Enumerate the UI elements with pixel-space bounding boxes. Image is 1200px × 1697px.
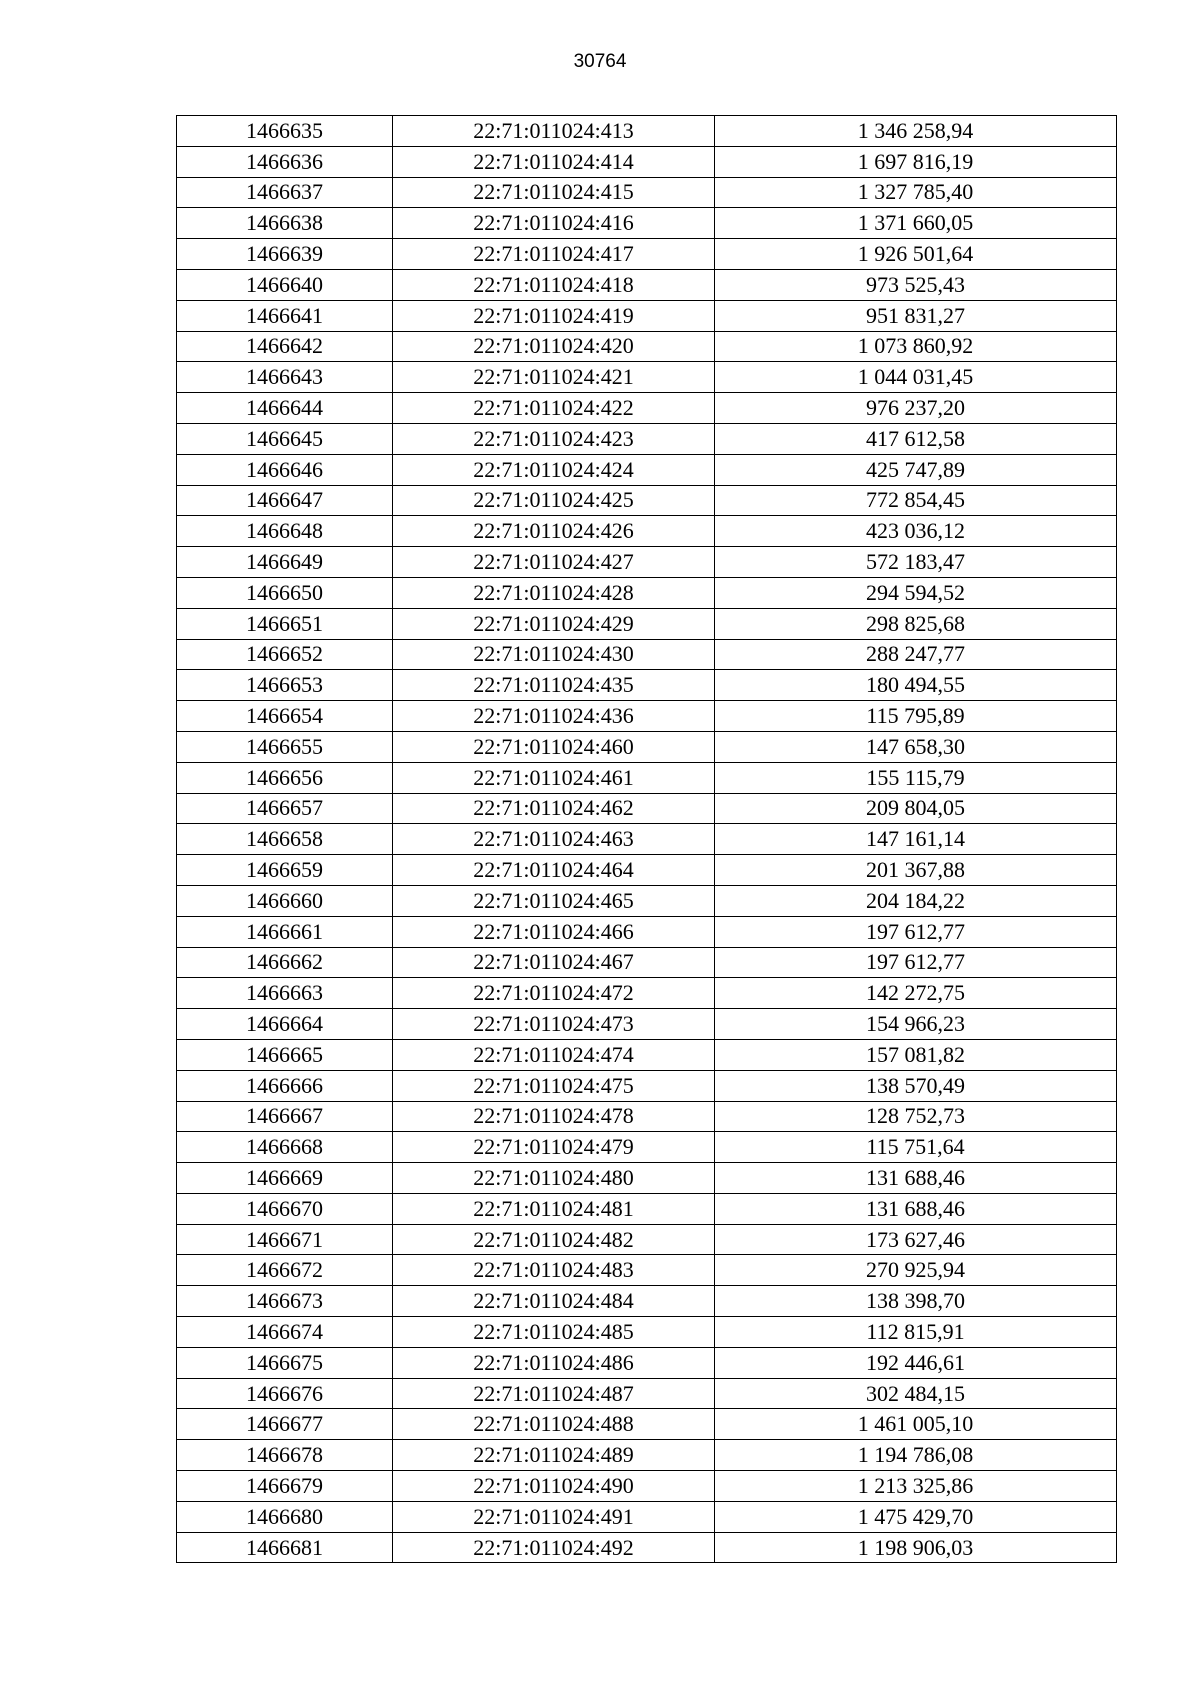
row-number-cell: 1466641 xyxy=(177,300,393,331)
row-number-cell: 1466648 xyxy=(177,516,393,547)
cadastral-value-cell: 147 658,30 xyxy=(715,731,1117,762)
row-number-cell: 1466674 xyxy=(177,1317,393,1348)
table-row xyxy=(177,1101,1117,1132)
cadastral-number-cell: 22:71:011024:489 xyxy=(393,1440,715,1471)
cadastral-number-cell: 22:71:011024:486 xyxy=(393,1347,715,1378)
row-number-cell: 1466671 xyxy=(177,1224,393,1255)
cadastral-number-cell: 22:71:011024:435 xyxy=(393,670,715,701)
table-row xyxy=(177,731,1117,762)
cadastral-number-cell: 22:71:011024:487 xyxy=(393,1378,715,1409)
row-number-cell: 1466649 xyxy=(177,547,393,578)
cadastral-value-cell: 425 747,89 xyxy=(715,454,1117,485)
row-number-cell: 1466654 xyxy=(177,701,393,732)
table-row xyxy=(177,1255,1117,1286)
cadastral-number-cell: 22:71:011024:484 xyxy=(393,1286,715,1317)
table-row xyxy=(177,362,1117,393)
cadastral-number-cell: 22:71:011024:492 xyxy=(393,1532,715,1563)
cadastral-number-cell: 22:71:011024:464 xyxy=(393,855,715,886)
cadastral-value-cell: 204 184,22 xyxy=(715,885,1117,916)
cadastral-number-cell: 22:71:011024:463 xyxy=(393,824,715,855)
cadastral-number-cell: 22:71:011024:421 xyxy=(393,362,715,393)
row-number-cell: 1466677 xyxy=(177,1409,393,1440)
table-row xyxy=(177,1193,1117,1224)
row-number-cell: 1466655 xyxy=(177,731,393,762)
cadastral-value-cell: 155 115,79 xyxy=(715,762,1117,793)
cadastral-value-cell: 131 688,46 xyxy=(715,1163,1117,1194)
cadastral-number-cell: 22:71:011024:413 xyxy=(393,116,715,147)
row-number-cell: 1466666 xyxy=(177,1070,393,1101)
row-number-cell: 1466663 xyxy=(177,978,393,1009)
row-number-cell: 1466642 xyxy=(177,331,393,362)
table-row xyxy=(177,855,1117,886)
table-row xyxy=(177,947,1117,978)
table-row xyxy=(177,1163,1117,1194)
cadastral-number-cell: 22:71:011024:430 xyxy=(393,639,715,670)
cadastral-number-cell: 22:71:011024:436 xyxy=(393,701,715,732)
cadastral-number-cell: 22:71:011024:417 xyxy=(393,239,715,270)
row-number-cell: 1466668 xyxy=(177,1132,393,1163)
row-number-cell: 1466680 xyxy=(177,1501,393,1532)
row-number-cell: 1466660 xyxy=(177,885,393,916)
cadastral-number-cell: 22:71:011024:429 xyxy=(393,608,715,639)
row-number-cell: 1466670 xyxy=(177,1193,393,1224)
cadastral-number-cell: 22:71:011024:415 xyxy=(393,177,715,208)
cadastral-value-cell: 976 237,20 xyxy=(715,393,1117,424)
cadastral-value-cell: 201 367,88 xyxy=(715,855,1117,886)
cadastral-value-cell: 951 831,27 xyxy=(715,300,1117,331)
row-number-cell: 1466673 xyxy=(177,1286,393,1317)
table-row xyxy=(177,1440,1117,1471)
table-row xyxy=(177,762,1117,793)
cadastral-number-cell: 22:71:011024:462 xyxy=(393,793,715,824)
cadastral-value-cell: 423 036,12 xyxy=(715,516,1117,547)
table-row xyxy=(177,485,1117,516)
table-row xyxy=(177,423,1117,454)
table-row xyxy=(177,1224,1117,1255)
cadastral-number-cell: 22:71:011024:426 xyxy=(393,516,715,547)
cadastral-number-cell: 22:71:011024:428 xyxy=(393,577,715,608)
cadastral-value-cell: 192 446,61 xyxy=(715,1347,1117,1378)
table-row xyxy=(177,670,1117,701)
cadastral-number-cell: 22:71:011024:485 xyxy=(393,1317,715,1348)
table-row xyxy=(177,547,1117,578)
cadastral-value-cell: 138 570,49 xyxy=(715,1070,1117,1101)
cadastral-value-cell: 154 966,23 xyxy=(715,1009,1117,1040)
cadastral-number-cell: 22:71:011024:465 xyxy=(393,885,715,916)
table-row xyxy=(177,331,1117,362)
row-number-cell: 1466659 xyxy=(177,855,393,886)
table-row xyxy=(177,978,1117,1009)
cadastral-value-cell: 1 073 860,92 xyxy=(715,331,1117,362)
cadastral-number-cell: 22:71:011024:423 xyxy=(393,423,715,454)
cadastral-number-cell: 22:71:011024:416 xyxy=(393,208,715,239)
cadastral-value-cell: 973 525,43 xyxy=(715,269,1117,300)
table-row xyxy=(177,793,1117,824)
row-number-cell: 1466678 xyxy=(177,1440,393,1471)
cadastral-number-cell: 22:71:011024:425 xyxy=(393,485,715,516)
table-row xyxy=(177,701,1117,732)
row-number-cell: 1466650 xyxy=(177,577,393,608)
cadastral-value-cell: 173 627,46 xyxy=(715,1224,1117,1255)
row-number-cell: 1466647 xyxy=(177,485,393,516)
table-row xyxy=(177,1132,1117,1163)
cadastral-number-cell: 22:71:011024:479 xyxy=(393,1132,715,1163)
cadastral-value-cell: 298 825,68 xyxy=(715,608,1117,639)
row-number-cell: 1466644 xyxy=(177,393,393,424)
cadastral-number-cell: 22:71:011024:466 xyxy=(393,916,715,947)
table-row xyxy=(177,1317,1117,1348)
row-number-cell: 1466643 xyxy=(177,362,393,393)
row-number-cell: 1466636 xyxy=(177,146,393,177)
page-number: 30764 xyxy=(573,51,627,72)
row-number-cell: 1466681 xyxy=(177,1532,393,1563)
cadastral-number-cell: 22:71:011024:481 xyxy=(393,1193,715,1224)
row-number-cell: 1466676 xyxy=(177,1378,393,1409)
table-row xyxy=(177,1039,1117,1070)
cadastral-number-cell: 22:71:011024:427 xyxy=(393,547,715,578)
table-row xyxy=(177,1409,1117,1440)
row-number-cell: 1466658 xyxy=(177,824,393,855)
table-row xyxy=(177,1378,1117,1409)
cadastral-number-cell: 22:71:011024:422 xyxy=(393,393,715,424)
cadastral-value-cell: 1 371 660,05 xyxy=(715,208,1117,239)
table-row xyxy=(177,885,1117,916)
table-row xyxy=(177,1501,1117,1532)
table-body xyxy=(177,116,1117,1563)
cadastral-value-cell: 115 795,89 xyxy=(715,701,1117,732)
row-number-cell: 1466652 xyxy=(177,639,393,670)
row-number-cell: 1466675 xyxy=(177,1347,393,1378)
table-row xyxy=(177,208,1117,239)
table-row xyxy=(177,577,1117,608)
table-row xyxy=(177,1347,1117,1378)
cadastral-number-cell: 22:71:011024:480 xyxy=(393,1163,715,1194)
table-row xyxy=(177,824,1117,855)
table-row xyxy=(177,1532,1117,1563)
cadastral-number-cell: 22:71:011024:460 xyxy=(393,731,715,762)
cadastral-number-cell: 22:71:011024:419 xyxy=(393,300,715,331)
row-number-cell: 1466662 xyxy=(177,947,393,978)
table-row xyxy=(177,916,1117,947)
table-row xyxy=(177,177,1117,208)
cadastral-number-cell: 22:71:011024:472 xyxy=(393,978,715,1009)
cadastral-value-cell: 1 327 785,40 xyxy=(715,177,1117,208)
table-row xyxy=(177,1070,1117,1101)
cadastral-value-cell: 294 594,52 xyxy=(715,577,1117,608)
cadastral-number-cell: 22:71:011024:461 xyxy=(393,762,715,793)
cadastral-value-cell: 197 612,77 xyxy=(715,947,1117,978)
cadastral-number-cell: 22:71:011024:475 xyxy=(393,1070,715,1101)
cadastral-value-cell: 772 854,45 xyxy=(715,485,1117,516)
cadastral-value-cell: 157 081,82 xyxy=(715,1039,1117,1070)
row-number-cell: 1466669 xyxy=(177,1163,393,1194)
row-number-cell: 1466661 xyxy=(177,916,393,947)
cadastral-value-cell: 1 346 258,94 xyxy=(715,116,1117,147)
row-number-cell: 1466679 xyxy=(177,1471,393,1502)
row-number-cell: 1466667 xyxy=(177,1101,393,1132)
row-number-cell: 1466672 xyxy=(177,1255,393,1286)
cadastral-value-cell: 128 752,73 xyxy=(715,1101,1117,1132)
cadastral-value-cell: 270 925,94 xyxy=(715,1255,1117,1286)
cadastral-number-cell: 22:71:011024:473 xyxy=(393,1009,715,1040)
cadastral-value-cell: 197 612,77 xyxy=(715,916,1117,947)
cadastral-number-cell: 22:71:011024:490 xyxy=(393,1471,715,1502)
table-row xyxy=(177,639,1117,670)
table-row xyxy=(177,116,1117,147)
cadastral-value-cell: 1 213 325,86 xyxy=(715,1471,1117,1502)
row-number-cell: 1466653 xyxy=(177,670,393,701)
row-number-cell: 1466635 xyxy=(177,116,393,147)
cadastral-value-cell: 1 926 501,64 xyxy=(715,239,1117,270)
cadastral-value-table xyxy=(176,115,1117,1563)
cadastral-number-cell: 22:71:011024:424 xyxy=(393,454,715,485)
row-number-cell: 1466664 xyxy=(177,1009,393,1040)
cadastral-value-cell: 288 247,77 xyxy=(715,639,1117,670)
table-row xyxy=(177,516,1117,547)
cadastral-number-cell: 22:71:011024:474 xyxy=(393,1039,715,1070)
cadastral-number-cell: 22:71:011024:414 xyxy=(393,146,715,177)
table-row xyxy=(177,1286,1117,1317)
row-number-cell: 1466637 xyxy=(177,177,393,208)
cadastral-value-cell: 1 194 786,08 xyxy=(715,1440,1117,1471)
cadastral-number-cell: 22:71:011024:420 xyxy=(393,331,715,362)
cadastral-value-cell: 417 612,58 xyxy=(715,423,1117,454)
table-row xyxy=(177,608,1117,639)
cadastral-value-cell: 142 272,75 xyxy=(715,978,1117,1009)
row-number-cell: 1466645 xyxy=(177,423,393,454)
cadastral-value-cell: 112 815,91 xyxy=(715,1317,1117,1348)
row-number-cell: 1466665 xyxy=(177,1039,393,1070)
table-row xyxy=(177,1009,1117,1040)
cadastral-value-cell: 147 161,14 xyxy=(715,824,1117,855)
cadastral-value-cell: 1 697 816,19 xyxy=(715,146,1117,177)
cadastral-value-cell: 115 751,64 xyxy=(715,1132,1117,1163)
table-row xyxy=(177,1471,1117,1502)
cadastral-number-cell: 22:71:011024:467 xyxy=(393,947,715,978)
table-row xyxy=(177,393,1117,424)
table-row xyxy=(177,239,1117,270)
cadastral-value-cell: 138 398,70 xyxy=(715,1286,1117,1317)
cadastral-value-cell: 209 804,05 xyxy=(715,793,1117,824)
cadastral-value-cell: 131 688,46 xyxy=(715,1193,1117,1224)
row-number-cell: 1466656 xyxy=(177,762,393,793)
cadastral-value-cell: 1 475 429,70 xyxy=(715,1501,1117,1532)
row-number-cell: 1466638 xyxy=(177,208,393,239)
table-row xyxy=(177,454,1117,485)
cadastral-value-cell: 1 044 031,45 xyxy=(715,362,1117,393)
row-number-cell: 1466646 xyxy=(177,454,393,485)
cadastral-value-cell: 572 183,47 xyxy=(715,547,1117,578)
cadastral-number-cell: 22:71:011024:482 xyxy=(393,1224,715,1255)
table-row xyxy=(177,300,1117,331)
table-row xyxy=(177,269,1117,300)
cadastral-value-cell: 180 494,55 xyxy=(715,670,1117,701)
cadastral-number-cell: 22:71:011024:478 xyxy=(393,1101,715,1132)
cadastral-number-cell: 22:71:011024:418 xyxy=(393,269,715,300)
cadastral-value-cell: 1 198 906,03 xyxy=(715,1532,1117,1563)
cadastral-number-cell: 22:71:011024:488 xyxy=(393,1409,715,1440)
row-number-cell: 1466639 xyxy=(177,239,393,270)
cadastral-value-cell: 1 461 005,10 xyxy=(715,1409,1117,1440)
table-row xyxy=(177,146,1117,177)
cadastral-number-cell: 22:71:011024:491 xyxy=(393,1501,715,1532)
row-number-cell: 1466657 xyxy=(177,793,393,824)
row-number-cell: 1466640 xyxy=(177,269,393,300)
row-number-cell: 1466651 xyxy=(177,608,393,639)
cadastral-value-cell: 302 484,15 xyxy=(715,1378,1117,1409)
cadastral-number-cell: 22:71:011024:483 xyxy=(393,1255,715,1286)
